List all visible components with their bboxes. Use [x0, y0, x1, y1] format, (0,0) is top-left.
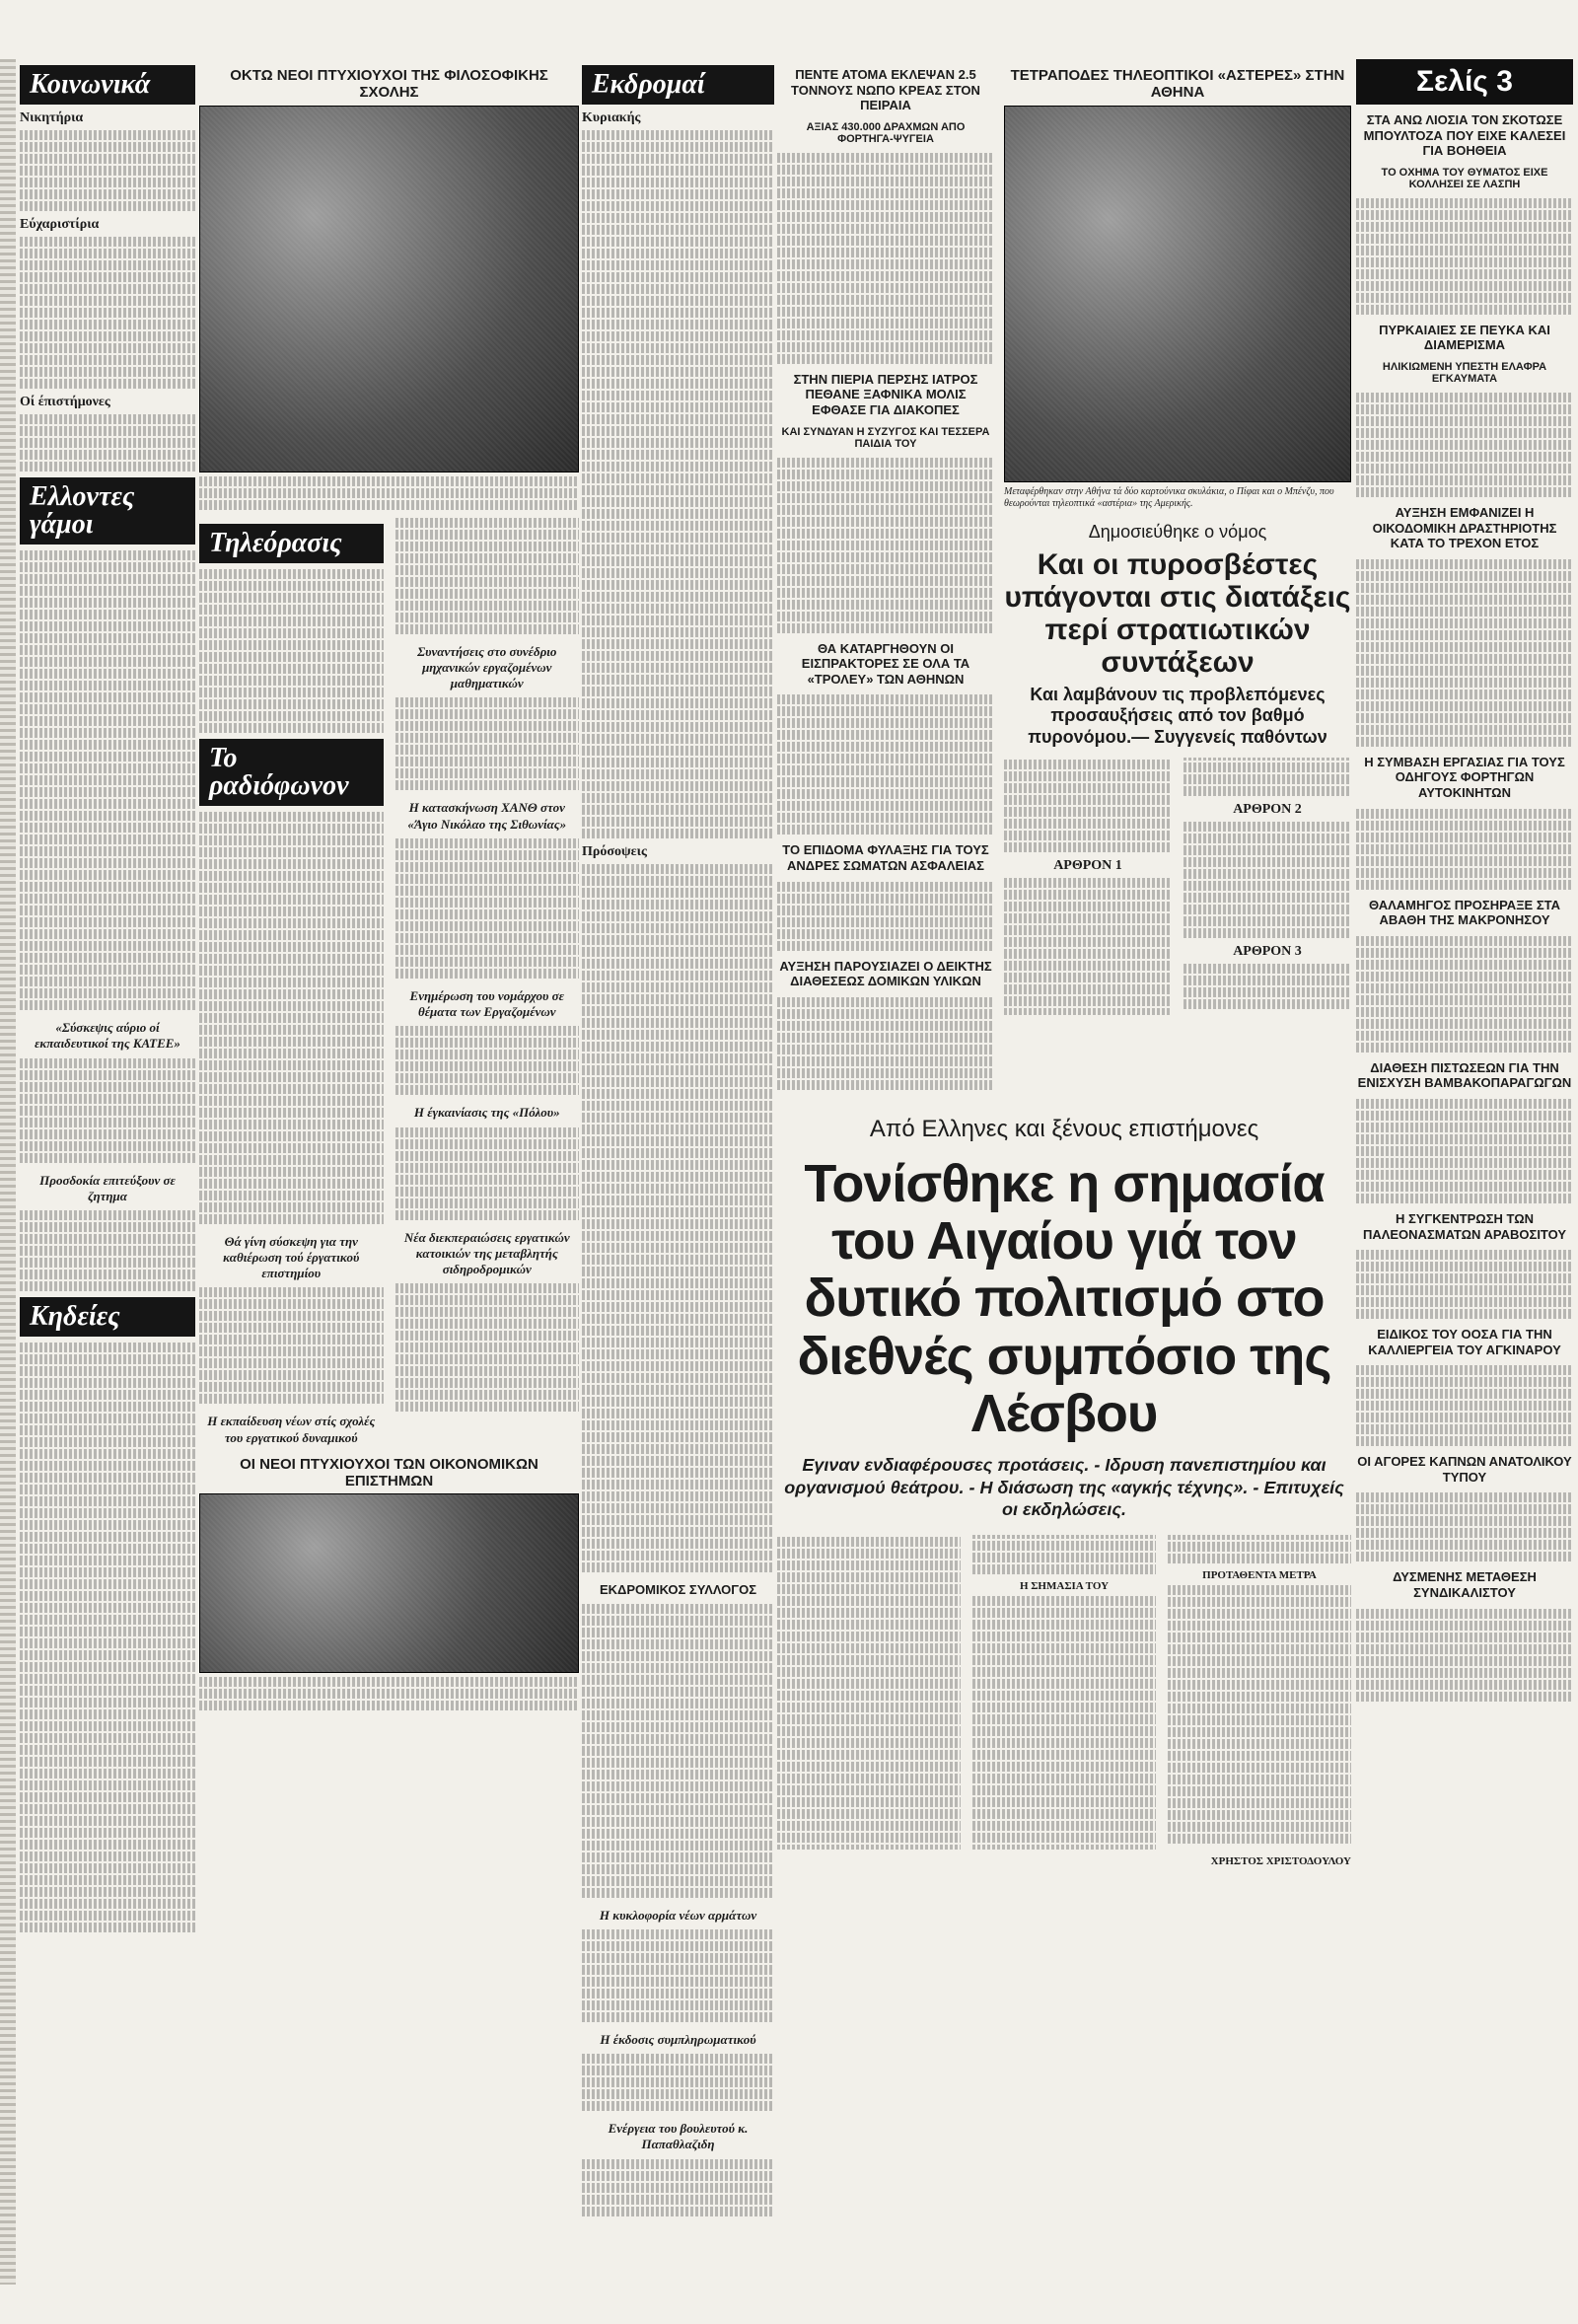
top-photo-title: ΟΚΤΩ ΝΕΟΙ ΠΤΥΧΙΟΥΧΟΙ ΤΗΣ ΦΙΛΟΣΟΦΙΚΗΣ ΣΧΟΛΗΣ — [230, 67, 548, 102]
text-block — [582, 2054, 774, 2111]
section-excursions: Εκδρομαί — [582, 65, 774, 105]
aegean-sub-1: Η ΣΗΜΑΣΙΑ ΤΟΥ — [1019, 1580, 1110, 1593]
column-tv-radio — [199, 59, 579, 2285]
page-number-badge: Σελίς 3 — [1356, 59, 1573, 105]
page-binding-edge — [0, 59, 16, 2285]
hl-doctor: ΣΤΗΝ ΠΙΕΡΙΑ ΠΕΡΣΗΣ ΙΑΤΡΟΣ ΠΕΘΑΝΕ ΞΑΦΝΙΚΑ ΜΟΛΙΣ ΕΦΘΑΣΕ ΓΙΑ ΔΙΑΚΟΠΕΣ — [793, 371, 978, 417]
text-block — [1356, 1365, 1573, 1446]
text-block — [395, 518, 580, 634]
hl-tobacco: ΟΙ ΑΓΟΡΕΣ ΚΑΠΝΩΝ ΑΝΑΤΟΛΙΚΟΥ ΤΥΠΟΥ — [1357, 1454, 1572, 1485]
text-block — [20, 237, 195, 389]
top-photo — [199, 106, 579, 472]
sub-scientists: Οί έπιστήμονες — [20, 395, 110, 409]
hl-fire: ΣΤΑ ΑΝΩ ΛΙΟΣΙΑ ΤΟΝ ΣΚΟΤΩΣΕ ΜΠΟΥΛΤΟΖΑ ΠΟΥ ΕΙΧΕ ΚΑΛΕΣΕΙ ΓΙΑ ΒΟΗΘΕΙΑ — [1363, 112, 1566, 159]
text-block — [20, 130, 195, 211]
photo-title-dogs: ΤΕΤΡΑΠΟΔΕΣ ΤΗΛΕΟΠΤΙΚΟΙ «ΑΣΤΕΡΕΣ» ΣΤΗΝ ΑΘΗΝΑ — [1010, 67, 1345, 102]
section-tv: Τηλεόρασις — [199, 524, 384, 563]
aegean-body — [777, 1535, 1351, 1850]
hl-pine-sub: ΗΛΙΚΙΩΜΕΝΗ ΥΠΕΣΤΗ ΕΛΑΦΡΑ ΕΓΚΑΥΜΑΤΑ — [1382, 360, 1547, 385]
text-block — [20, 414, 195, 472]
text-block — [582, 2159, 774, 2216]
hl-special: ΕΙΔΙΚΟΣ ΤΟΥ ΟΟΣΑ ΓΙΑ ΤΗΝ ΚΑΛΛΙΕΡΓΕΙΑ ΤΟΥ ΑΓΚΙΝΑΡΟΥ — [1368, 1327, 1561, 1357]
text-block — [1356, 1250, 1573, 1319]
subhead-tv-meeting: Θά γίνη σύσκεψη για την καθιέρωση τού έργατικού επιστημίου — [223, 1233, 360, 1280]
bottom-photo-title: ΟΙ ΝΕΟΙ ΠΤΥΧΙΟΥΧΟΙ ΤΩΝ ΟΙΚΟΝΟΜΙΚΩΝ ΕΠΙΣΤΗΜΩΝ — [240, 1455, 538, 1489]
hl-union: ΔΥΣΜΕΝΗΣ ΜΕΤΑΘΕΣΗ ΣΥΝΔΙΚΑΛΙΣΤΟΥ — [1393, 1569, 1537, 1601]
text-block — [1356, 809, 1573, 890]
sub-nikitiria: Νικητήρια — [20, 110, 84, 125]
text-block — [1184, 964, 1351, 1009]
hl-pine: ΠΥΡΚΑΙΑΙΕΣ ΣΕ ΠΕΥΚΑ ΚΑΙ ΔΙΑΜΕΡΙΣΜΑ — [1379, 322, 1550, 353]
subhead-housing: Νέα διεκπεραιώσεις εργατικών κατοικιών της μεταβλητής σιδηροδρομικών — [403, 1229, 570, 1276]
hl-boat: ΘΑΛΑΜΗΓΟΣ ΠΡΟΣΗΡΑΞΕ ΣΤΑ ΑΒΑΘΗ ΤΗΣ ΜΑΚΡΟΝΗΣΟΥ — [1368, 897, 1561, 928]
subhead-prefect: Ενημέρωση του νομάρχου σε θέματα των Εργαζομένων — [409, 987, 564, 1019]
column-main-news — [777, 59, 1351, 2285]
text-block — [199, 1287, 384, 1404]
section-radio: Το ραδιόφωνον — [199, 739, 384, 806]
bottom-photo — [199, 1493, 579, 1673]
text-block — [20, 1210, 195, 1291]
article-3: ΑΡΘΡΟΝ 3 — [1233, 944, 1302, 960]
law-body — [1004, 758, 1351, 1015]
announce-2: Προσδοκία επιτεύξουν σε ζητημα — [39, 1172, 176, 1203]
text-block — [20, 1343, 195, 1932]
article-2: ΑΡΘΡΟΝ 2 — [1233, 802, 1302, 818]
hl-cotton: ΔΙΑΘΕΣΗ ΠΙΣΤΩΣΕΩΝ ΓΙΑ ΤΗΝ ΕΝΙΣΧΥΣΗ ΒΑΜΒΑΚΟΠΑΡΑΓΩΓΩΝ — [1357, 1059, 1572, 1091]
hl-increase: ΑΥΞΗΣΗ ΕΜΦΑΝΙΖΕΙ Η ΟΙΚΟΔΟΜΙΚΗ ΔΡΑΣΤΗΡΙΟΤΗΣ ΚΑΤΑ ΤΟ ΤΡΕΧΟΝ ΕΤΟΣ — [1372, 504, 1557, 551]
sub-efharistiria: Εύχαριστίρια — [20, 217, 100, 232]
text-block — [20, 550, 195, 1010]
top-row — [777, 59, 1351, 1096]
day-next: Πρόσοψεις — [582, 844, 647, 859]
aegean-sub-2: ΠΡΟΤΑΘΕΝΤΑ ΜΕΤΡΑ — [1202, 1569, 1317, 1582]
section-funerals: Κηδείες — [20, 1297, 195, 1337]
subhead-camp: Η κατασκήνωση ΧΑΝΘ στον «Άγιο Νικόλαο της Σιθωνίας» — [407, 800, 567, 832]
text-block — [1356, 198, 1573, 315]
hl-doctor-sub: ΚΑΙ ΣΥΝΔΥΑΝ Η ΣΥΖΥΓΟΣ ΚΑΙ ΤΕΣΣΕΡΑ ΠΑΙΔΙΑ ΤΟΥ — [781, 425, 990, 450]
col2-body — [199, 518, 579, 1446]
top-right-news — [1004, 59, 1351, 1096]
text-block — [582, 1604, 774, 1898]
text-block — [395, 838, 580, 979]
column-excursions — [582, 59, 774, 2285]
text-block — [1168, 1585, 1351, 1844]
top-photo-caption — [199, 476, 579, 510]
text-block — [199, 569, 384, 733]
text-block — [199, 812, 384, 1224]
aegean-pre: Από Ελληνες και ξένους επιστήμονες — [869, 1115, 1259, 1142]
text-block — [1356, 1099, 1573, 1203]
section-weddings: Ελλοντες γάμοι — [20, 477, 195, 545]
text-block — [1356, 936, 1573, 1053]
text-block — [582, 1929, 774, 2022]
text-block — [1004, 760, 1172, 852]
text-block — [395, 1026, 580, 1095]
law-deck: Και λαμβάνουν τις προβλεπόμενες προσαυξήσεις από τον βαθμό πυρονόμου.— Συγγενείς παθόντων — [1028, 684, 1327, 747]
text-block — [1356, 393, 1573, 497]
top-left-news — [777, 59, 994, 1096]
aegean-deck: Εγιναν ενδιαφέρουσες προτάσεις. - Ιδρυση πανεπιστημίου και οργανισμού θεάτρου. - Η διάσωση της «αγκής τέχνης». - Επιτυχείς οι εκδηλώσεις. — [784, 1455, 1344, 1520]
text-block — [1356, 559, 1573, 747]
text-block — [1356, 1492, 1573, 1561]
col2-bottom-sub-3: Ενέργεια του βουλευτού κ. Παπαθλαζιδη — [608, 2121, 749, 2152]
article-1: ΑΡΘΡΟΝ 1 — [1053, 858, 1122, 874]
text-block — [582, 864, 774, 1572]
byline: ΧΡΗΣΤΟΣ ΧΡΙΣΤΟΔΟΥΛΟΥ — [1210, 1855, 1351, 1868]
column-briefs — [1356, 59, 1573, 2285]
subhead-congress: Συναντήσεις στο συνέδριο μηχανικών εργαζομένων μαθηματικών — [417, 643, 557, 690]
column-society — [20, 59, 195, 2285]
subhead-education: Η εκπαίδευση νέων στίς σχολές του εργατικού δυναμικού — [207, 1414, 376, 1445]
text-block — [1356, 1609, 1573, 1702]
text-block — [395, 1127, 580, 1220]
hl-fire-sub: ΤΟ ΟΧΗΜΑ ΤΟΥ ΘΥΜΑΤΟΣ ΕΙΧΕ ΚΟΛΛΗΣΕΙ ΣΕ ΛΑΣΠΗ — [1381, 166, 1548, 190]
law-pre: Δημοσιεύθηκε ο νόμος — [1088, 521, 1267, 542]
subhead-ex: ΕΚΔΡΟΜΙΚΟΣ ΣΥΛΛΟΓΟΣ — [599, 1582, 757, 1597]
law-headline: Και οι πυροσβέστες υπάγονται στις διατάξεις περί στρατιωτικών συντάξεων — [1004, 547, 1351, 679]
text-block — [582, 130, 774, 838]
aegean-headline: Τονίσθηκε η σημασία του Αιγαίου γιά τον δυτικό πολιτισμό στο διεθνές συμπόσιο της Λέσβου — [797, 1153, 1331, 1443]
col2-bottom-sub-2: Η έκδοσις συμπληρωματικού — [600, 2031, 756, 2047]
col2-bottom-sub-1: Η κυκλοφορία νέων αρμάτων — [599, 1907, 757, 1923]
hl-meat: ΠΕΝΤΕ ΑΤΟΜΑ ΕΚΛΕΨΑΝ 2.5 ΤΟΝΝΟΥΣ ΝΩΠΟ ΚΡΕΑΣ ΣΤΟΝ ΠΕΙΡΑΙΑ — [791, 67, 980, 113]
subhead-opening: Η έγκαινίασις της «Πόλου» — [413, 1105, 560, 1121]
announce-1: «Σύσκεψις αύριο οί εκπαιδευτικοί της ΚΑΤΕΕ» — [35, 1020, 180, 1052]
day-sunday: Κυριακής — [582, 110, 641, 125]
text-block — [777, 997, 994, 1090]
hl-olive: Η ΣΥΓΚΕΝΤΡΩΣΗ ΤΩΝ ΠΑΛΕΟΝΑΣΜΑΤΩΝ ΑΡΑΒΟΣΙΤΟΥ — [1362, 1210, 1567, 1242]
hl-tolls: ΘΑ ΚΑΤΑΡΓΗΘΟΥΝ ΟΙ ΕΙΣΠΡΑΚΤΟΡΕΣ ΣΕ ΟΛΑ ΤΑ «ΤΡΟΛΕΥ» ΤΩΝ ΑΘΗΝΩΝ — [801, 640, 970, 687]
text-block — [395, 1283, 580, 1412]
text-block — [395, 697, 580, 790]
text-block — [777, 694, 994, 835]
hl-meat-sub: ΑΞΙΑΣ 430.000 ΔΡΑΧΜΩΝ ΑΠΟ ΦΟΡΤΗΓΑ-ΨΥΓΕΙΑ — [806, 120, 966, 145]
text-block — [777, 882, 994, 951]
photo-dogs — [1004, 106, 1351, 482]
text-block — [777, 153, 994, 364]
hl-police: ΤΟ ΕΠΙΔΟΜΑ ΦΥΛΑΞΗΣ ΓΙΑ ΤΟΥΣ ΑΝΔΡΕΣ ΣΩΜΑΤΩΝ ΑΣΦΑΛΕΙΑΣ — [782, 842, 989, 873]
text-block — [777, 458, 994, 633]
hl-work: Η ΣΥΜΒΑΣΗ ΕΡΓΑΣΙΑΣ ΓΙΑ ΤΟΥΣ ΟΔΗΓΟΥΣ ΦΟΡΤΗΓΩΝ ΑΥΤΟΚΙΝΗΤΩΝ — [1364, 754, 1565, 800]
hl-build: ΑΥΞΗΣΗ ΠΑΡΟΥΣΙΑΖΕΙ Ο ΔΕΙΚΤΗΣ ΔΙΑΘΕΣΕΩΣ ΔΟΜΙΚΩΝ ΥΛΙΚΩΝ — [779, 958, 992, 989]
photo-dogs-caption: Μεταφέρθηκαν στην Αθήνα τά δύο καρτούνικα σκυλάκια, ο Πίφαι και ο Μπένζυ, που θεωρούνται τηλεοπτικά «αστέρια» της Αμερικής. — [1004, 485, 1334, 509]
bottom-photo-caption — [199, 1677, 579, 1710]
section-society: Κοινωνικά — [20, 65, 195, 105]
text-block — [1184, 822, 1351, 938]
text-block — [20, 1058, 195, 1163]
